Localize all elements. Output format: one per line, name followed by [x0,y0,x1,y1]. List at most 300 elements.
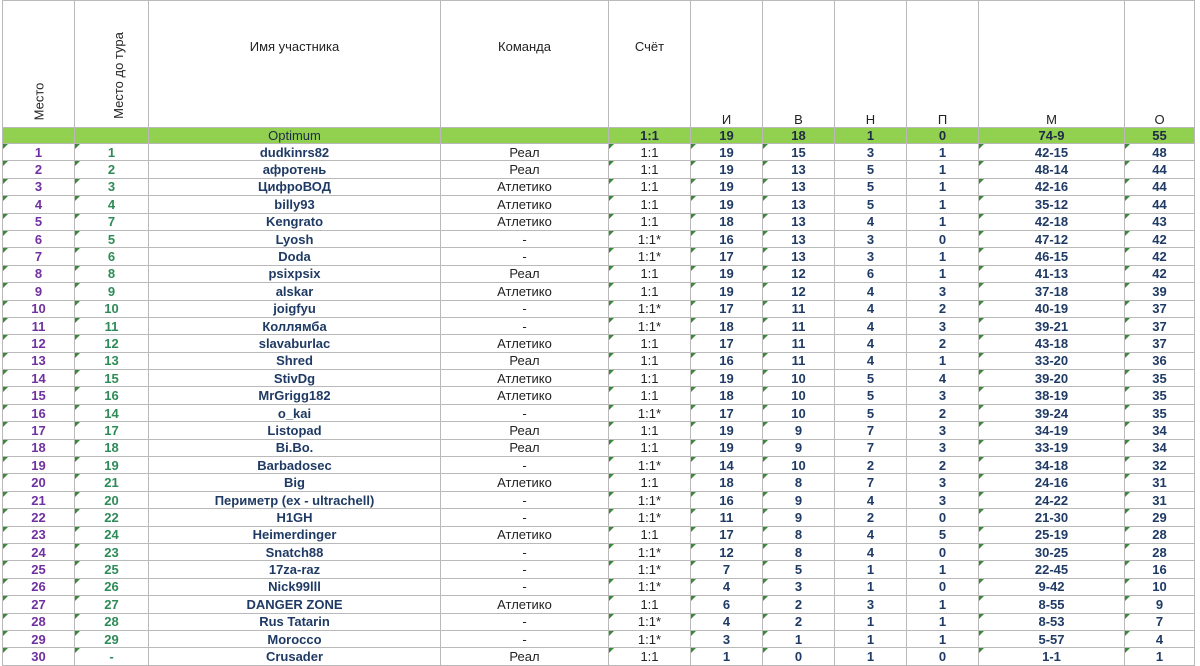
cell-team: - [441,630,609,647]
cell-o: 32 [1125,457,1195,474]
cell-score: 1:1 [609,265,691,282]
cell-v: 10 [763,404,835,421]
cell-p: 1 [907,248,979,265]
cell-i: 16 [691,352,763,369]
cell-place: 15 [3,387,75,404]
table-row [3,596,1195,613]
cell-prev: 26 [75,578,149,595]
cell-n: 7 [835,439,907,456]
optimum-v: 18 [763,128,835,144]
cell-n: 5 [835,178,907,195]
cell-i: 16 [691,491,763,508]
cell-team: Атлетико [441,474,609,491]
cell-i: 19 [691,196,763,213]
cell-name: Barbadosec [149,457,441,474]
cell-team: Атлетико [441,178,609,195]
cell-name: ЦифроВОД [149,178,441,195]
header-v: В [763,1,835,128]
cell-p: 3 [907,474,979,491]
cell-n: 5 [835,370,907,387]
cell-v: 10 [763,457,835,474]
cell-team: Атлетико [441,283,609,300]
cell-score: 1:1* [609,578,691,595]
cell-prev: 18 [75,439,149,456]
cell-m: 21-30 [979,509,1125,526]
cell-i: 4 [691,578,763,595]
cell-o: 36 [1125,352,1195,369]
cell-v: 2 [763,596,835,613]
cell-name: 17za-raz [149,561,441,578]
cell-score: 1:1* [609,509,691,526]
cell-team: Атлетико [441,596,609,613]
cell-m: 39-24 [979,404,1125,421]
cell-i: 7 [691,561,763,578]
cell-v: 11 [763,317,835,334]
cell-m: 5-57 [979,630,1125,647]
table-row [3,404,1195,421]
cell-i: 19 [691,283,763,300]
cell-n: 1 [835,578,907,595]
cell-place: 1 [3,144,75,161]
cell-m: 38-19 [979,387,1125,404]
cell-m: 42-18 [979,213,1125,230]
cell-team: Атлетико [441,387,609,404]
cell-n: 4 [835,283,907,300]
cell-score: 1:1* [609,404,691,421]
cell-m: 43-18 [979,335,1125,352]
cell-team: - [441,230,609,247]
table-row [3,613,1195,630]
cell-p: 0 [907,230,979,247]
optimum-m: 74-9 [979,128,1125,144]
cell-i: 3 [691,630,763,647]
cell-i: 6 [691,596,763,613]
cell-place: 19 [3,457,75,474]
cell-m: 42-16 [979,178,1125,195]
cell-m: 33-19 [979,439,1125,456]
cell-score: 1:1* [609,248,691,265]
optimum-row [3,128,1195,144]
cell-place: 24 [3,543,75,560]
table-row [3,230,1195,247]
cell-m: 35-12 [979,196,1125,213]
cell-team: Реал [441,144,609,161]
table-row [3,578,1195,595]
cell-o: 39 [1125,283,1195,300]
cell-m: 1-1 [979,648,1125,665]
cell-team: - [441,578,609,595]
cell-o: 31 [1125,474,1195,491]
cell-prev: 4 [75,196,149,213]
cell-score: 1:1* [609,630,691,647]
cell-o: 35 [1125,370,1195,387]
cell-name: Heimerdinger [149,526,441,543]
cell-m: 37-18 [979,283,1125,300]
cell-prev: 1 [75,144,149,161]
cell-prev: 10 [75,300,149,317]
table-row [3,248,1195,265]
cell-score: 1:1 [609,596,691,613]
cell-n: 4 [835,526,907,543]
cell-name: Kengrato [149,213,441,230]
cell-place: 12 [3,335,75,352]
cell-m: 41-13 [979,265,1125,282]
header-n: Н [835,1,907,128]
cell-v: 8 [763,526,835,543]
cell-o: 7 [1125,613,1195,630]
cell-team: Атлетико [441,213,609,230]
cell-i: 12 [691,543,763,560]
cell-team: Реал [441,422,609,439]
cell-name: Big [149,474,441,491]
cell-i: 19 [691,370,763,387]
header-score: Счёт [609,1,691,128]
cell-p: 1 [907,178,979,195]
cell-prev: 2 [75,161,149,178]
cell-n: 3 [835,144,907,161]
cell-place: 29 [3,630,75,647]
cell-i: 19 [691,265,763,282]
table-row [3,422,1195,439]
cell-team: - [441,561,609,578]
cell-name: alskar [149,283,441,300]
cell-i: 17 [691,300,763,317]
cell-i: 1 [691,648,763,665]
cell-v: 9 [763,509,835,526]
cell-place: 8 [3,265,75,282]
cell-p: 3 [907,283,979,300]
cell-prev: 7 [75,213,149,230]
cell-name: афротень [149,161,441,178]
cell-i: 11 [691,509,763,526]
cell-v: 1 [763,630,835,647]
cell-p: 1 [907,561,979,578]
cell-prev: 16 [75,387,149,404]
cell-score: 1:1 [609,648,691,665]
cell-i: 18 [691,317,763,334]
cell-o: 37 [1125,317,1195,334]
cell-place: 2 [3,161,75,178]
cell-place: 5 [3,213,75,230]
table-row [3,161,1195,178]
cell-v: 13 [763,213,835,230]
cell-team: - [441,543,609,560]
header-o: О [1125,1,1195,128]
table-row [3,387,1195,404]
cell-team: Реал [441,352,609,369]
cell-i: 19 [691,161,763,178]
cell-score: 1:1 [609,335,691,352]
cell-prev: 17 [75,422,149,439]
cell-n: 4 [835,491,907,508]
cell-v: 13 [763,161,835,178]
cell-score: 1:1* [609,317,691,334]
cell-i: 17 [691,335,763,352]
cell-o: 48 [1125,144,1195,161]
cell-n: 4 [835,213,907,230]
cell-v: 13 [763,178,835,195]
cell-prev: 21 [75,474,149,491]
cell-score: 1:1 [609,213,691,230]
cell-score: 1:1* [609,491,691,508]
cell-name: billy93 [149,196,441,213]
cell-name: H1GH [149,509,441,526]
cell-o: 37 [1125,335,1195,352]
cell-v: 13 [763,196,835,213]
cell-team: - [441,300,609,317]
cell-n: 5 [835,196,907,213]
cell-name: Morocco [149,630,441,647]
cell-p: 1 [907,144,979,161]
cell-o: 34 [1125,439,1195,456]
cell-p: 3 [907,317,979,334]
cell-p: 3 [907,439,979,456]
cell-name: Rus Tatarin [149,613,441,630]
cell-prev: 3 [75,178,149,195]
cell-team: Атлетико [441,335,609,352]
cell-place: 13 [3,352,75,369]
cell-name: slavaburlac [149,335,441,352]
header-team: Команда [441,1,609,128]
cell-n: 3 [835,596,907,613]
cell-p: 3 [907,422,979,439]
cell-team: Атлетико [441,196,609,213]
cell-place: 14 [3,370,75,387]
cell-n: 4 [835,335,907,352]
cell-i: 19 [691,178,763,195]
cell-o: 43 [1125,213,1195,230]
cell-m: 8-55 [979,596,1125,613]
cell-p: 1 [907,596,979,613]
cell-prev: 22 [75,509,149,526]
cell-place: 21 [3,491,75,508]
cell-prev: 25 [75,561,149,578]
cell-p: 2 [907,335,979,352]
table-row [3,213,1195,230]
cell-v: 13 [763,230,835,247]
header-prev-place-label: Место до тура [110,32,126,119]
cell-n: 1 [835,630,907,647]
cell-o: 44 [1125,196,1195,213]
cell-m: 22-45 [979,561,1125,578]
cell-p: 1 [907,161,979,178]
cell-i: 18 [691,213,763,230]
header-place-label: Место [31,82,46,121]
optimum-score: 1:1 [609,128,691,144]
cell-name: dudkinrs82 [149,144,441,161]
cell-n: 4 [835,352,907,369]
cell-name: Doda [149,248,441,265]
cell-place: 11 [3,317,75,334]
cell-m: 24-22 [979,491,1125,508]
cell-name: Периметр (ex - ultrachell) [149,491,441,508]
cell-m: 8-53 [979,613,1125,630]
cell-name: psixpsix [149,265,441,282]
cell-o: 1 [1125,648,1195,665]
cell-p: 1 [907,630,979,647]
cell-p: 0 [907,578,979,595]
cell-o: 10 [1125,578,1195,595]
cell-v: 12 [763,283,835,300]
cell-team: - [441,248,609,265]
cell-place: 25 [3,561,75,578]
cell-p: 1 [907,613,979,630]
cell-score: 1:1* [609,613,691,630]
cell-place: 22 [3,509,75,526]
cell-score: 1:1 [609,422,691,439]
cell-name: Коллямба [149,317,441,334]
cell-prev: 15 [75,370,149,387]
table-row [3,144,1195,161]
cell-p: 0 [907,543,979,560]
cell-team: Реал [441,265,609,282]
cell-name: StivDg [149,370,441,387]
cell-v: 2 [763,613,835,630]
cell-i: 17 [691,404,763,421]
optimum-name: Optimum [149,128,441,144]
cell-m: 48-14 [979,161,1125,178]
cell-m: 25-19 [979,526,1125,543]
table-row [3,648,1195,665]
cell-name: Listopad [149,422,441,439]
table-row [3,526,1195,543]
cell-i: 16 [691,230,763,247]
cell-m: 42-15 [979,144,1125,161]
cell-place: 16 [3,404,75,421]
cell-p: 1 [907,352,979,369]
cell-i: 19 [691,144,763,161]
cell-o: 42 [1125,248,1195,265]
cell-prev: 13 [75,352,149,369]
table-row [3,561,1195,578]
cell-score: 1:1 [609,370,691,387]
cell-prev: 9 [75,283,149,300]
cell-n: 1 [835,561,907,578]
cell-p: 1 [907,265,979,282]
cell-o: 35 [1125,387,1195,404]
cell-prev: 27 [75,596,149,613]
cell-n: 6 [835,265,907,282]
cell-n: 5 [835,387,907,404]
cell-prev: 20 [75,491,149,508]
cell-score: 1:1 [609,387,691,404]
cell-name: Nick99lll [149,578,441,595]
cell-place: 28 [3,613,75,630]
cell-prev: 6 [75,248,149,265]
table-row [3,543,1195,560]
cell-v: 9 [763,439,835,456]
cell-n: 1 [835,648,907,665]
cell-team: Реал [441,161,609,178]
cell-o: 42 [1125,265,1195,282]
cell-team: - [441,491,609,508]
cell-p: 3 [907,491,979,508]
cell-n: 4 [835,543,907,560]
cell-m: 39-21 [979,317,1125,334]
cell-place: 4 [3,196,75,213]
cell-v: 5 [763,561,835,578]
cell-prev: 5 [75,230,149,247]
cell-m: 33-20 [979,352,1125,369]
cell-prev: 24 [75,526,149,543]
cell-score: 1:1 [609,196,691,213]
cell-name: Crusader [149,648,441,665]
cell-v: 8 [763,474,835,491]
cell-place: 30 [3,648,75,665]
cell-n: 7 [835,474,907,491]
cell-prev: 23 [75,543,149,560]
cell-v: 3 [763,578,835,595]
cell-i: 17 [691,248,763,265]
cell-name: Bi.Bo. [149,439,441,456]
table-row [3,509,1195,526]
cell-team: Атлетико [441,526,609,543]
header-row [3,1,1195,128]
cell-prev: 12 [75,335,149,352]
cell-o: 16 [1125,561,1195,578]
cell-score: 1:1 [609,161,691,178]
cell-place: 27 [3,596,75,613]
cell-v: 8 [763,543,835,560]
cell-score: 1:1 [609,144,691,161]
table-row [3,283,1195,300]
cell-o: 28 [1125,543,1195,560]
cell-n: 4 [835,300,907,317]
cell-prev: 11 [75,317,149,334]
cell-p: 4 [907,370,979,387]
cell-place: 10 [3,300,75,317]
table-row [3,474,1195,491]
cell-m: 34-19 [979,422,1125,439]
cell-m: 47-12 [979,230,1125,247]
cell-o: 28 [1125,526,1195,543]
cell-team: - [441,509,609,526]
cell-v: 11 [763,352,835,369]
cell-v: 0 [763,648,835,665]
cell-name: Shred [149,352,441,369]
cell-place: 6 [3,230,75,247]
cell-score: 1:1 [609,178,691,195]
table-row [3,439,1195,456]
cell-o: 34 [1125,422,1195,439]
cell-v: 13 [763,248,835,265]
cell-v: 9 [763,422,835,439]
cell-m: 34-18 [979,457,1125,474]
cell-v: 12 [763,265,835,282]
cell-team: - [441,404,609,421]
optimum-o: 55 [1125,128,1195,144]
optimum-prev [75,128,149,144]
cell-place: 23 [3,526,75,543]
cell-place: 18 [3,439,75,456]
optimum-team [441,128,609,144]
table-row [3,265,1195,282]
cell-team: Реал [441,439,609,456]
cell-p: 0 [907,648,979,665]
cell-p: 2 [907,457,979,474]
cell-prev: 19 [75,457,149,474]
cell-n: 5 [835,161,907,178]
cell-i: 17 [691,526,763,543]
cell-score: 1:1* [609,300,691,317]
cell-name: MrGrigg182 [149,387,441,404]
table-row [3,352,1195,369]
cell-m: 9-42 [979,578,1125,595]
table-row [3,196,1195,213]
cell-prev: 14 [75,404,149,421]
cell-n: 4 [835,317,907,334]
cell-team: Атлетико [441,370,609,387]
